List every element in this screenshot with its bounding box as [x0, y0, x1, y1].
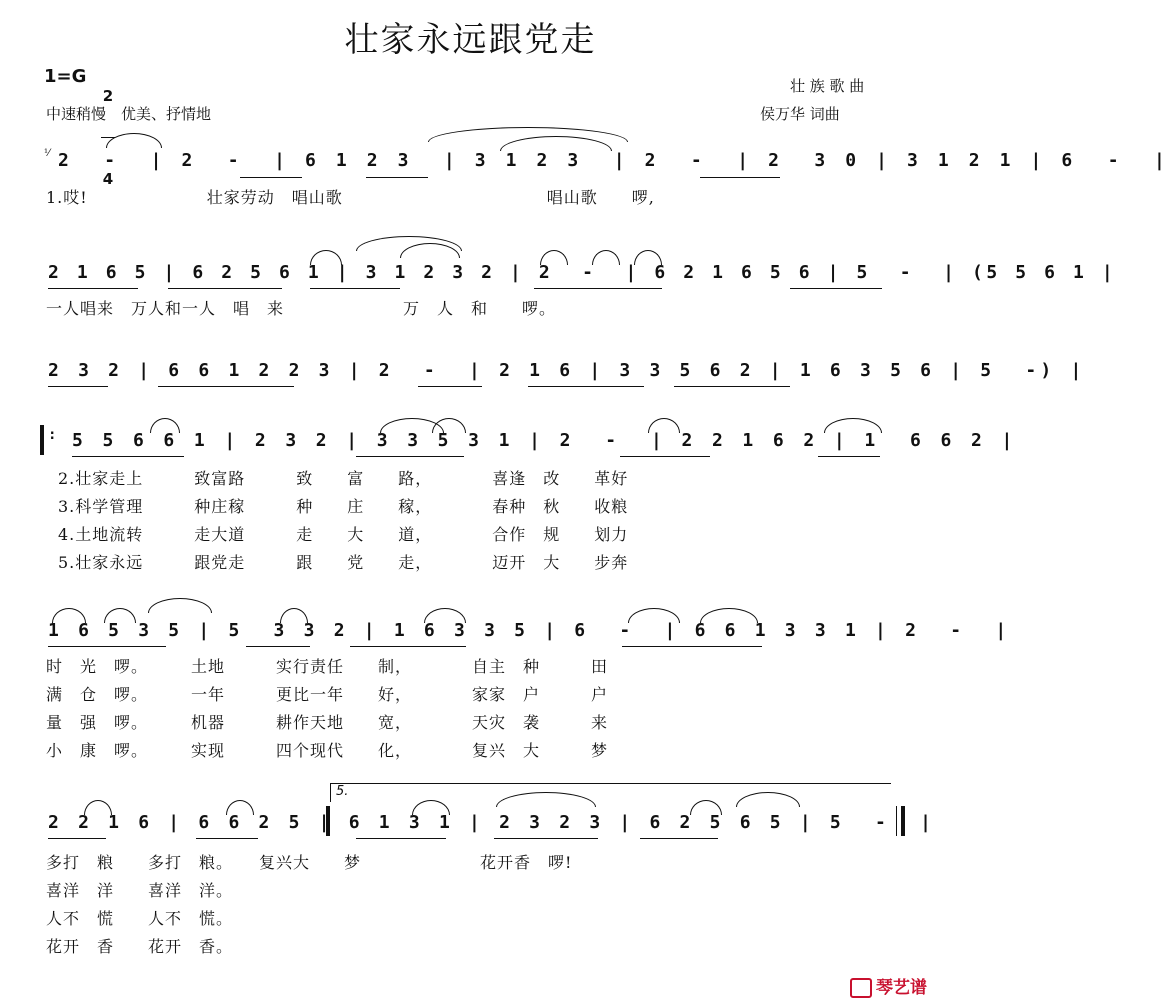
- key-signature: 1=G: [44, 66, 87, 87]
- lyric-row-6-verse-4: 人不 慌 人不 慌。: [46, 909, 234, 928]
- underline-beam: [48, 838, 106, 839]
- lyric-row-5-verse-4: 量 强 啰。 机器 耕作天地 宽， 天灾 袭 来: [46, 713, 609, 732]
- song-title: 壮家永远跟党走: [344, 20, 597, 60]
- tie-arc: [432, 418, 466, 433]
- lyric-row-5-verse-2: 时 光 啰。 土地 实行责任 制， 自主 种 田: [46, 657, 609, 676]
- underline-beam: [356, 838, 446, 839]
- underline-beam: [640, 838, 718, 839]
- underline-beam: [674, 386, 790, 387]
- underline-beam: [240, 177, 302, 178]
- underline-beam: [418, 386, 482, 387]
- notation-row-2: 2 1 6 5 | 6 2 5 6 1 | 3 1 2 3 2 | 2 - | 6 2 1 6 5 6 | 5 - | (5 5 6 1 |: [48, 262, 1117, 283]
- tie-arc: [690, 800, 722, 815]
- repeat-start-barline: [40, 425, 44, 455]
- volta-label: 5.: [336, 784, 349, 799]
- underline-beam: [790, 288, 882, 289]
- tempo-marking: 中速稍慢 优美、抒情地: [46, 105, 212, 123]
- time-signature: [101, 56, 115, 203]
- tie-arc: [628, 608, 680, 623]
- tie-arc: [84, 800, 112, 815]
- notation-row-3: 2 3 2 | 6 6 1 2 2 3 | 2 - | 2 1 6 | 3 3 5 6 2 | 1 6 3 5 6 | 5 -) |: [48, 360, 1086, 381]
- underline-beam: [494, 838, 598, 839]
- final-barline-thick: [901, 806, 905, 836]
- tie-arc: [540, 250, 568, 265]
- credit-origin: 壮 族 歌 曲: [790, 77, 865, 95]
- notation-row-5: 1 6 5 3 5 | 5 3 3 2 | 1 6 3 3 5 | 6 - | 6 6 1 3 3 1 | 2 - |: [48, 620, 1011, 641]
- notation-row-4: 5 5 6 6 1 | 2 3 2 | 3 3 5 3 1 | 2 - | 2 2 1 6 2 | 1 6 6 2 |: [72, 430, 1017, 451]
- underline-beam: [350, 646, 466, 647]
- underline-beam: [48, 386, 108, 387]
- lyric-row-6-verse-2: 多打 粮 多打 粮。 复兴大 梦 花开香 啰!: [46, 853, 573, 872]
- tie-arc: [104, 608, 136, 623]
- logo-icon: [850, 978, 872, 998]
- lyric-row-5-verse-3: 满 仓 啰。 一年 更比一年 好， 家家 户 户: [46, 685, 609, 704]
- logo-text: 琴艺谱: [876, 978, 927, 998]
- underline-beam: [700, 177, 780, 178]
- lyric-row-1: 1.哎! 壮家劳动 唱山歌 唱山歌 啰,: [46, 188, 655, 207]
- tie-arc: [280, 608, 308, 623]
- underline-beam: [196, 838, 258, 839]
- repeat-dots: :: [48, 427, 57, 443]
- tie-arc: [150, 418, 180, 433]
- slur-arc: [700, 608, 758, 623]
- underline-beam: [158, 386, 294, 387]
- underline-beam: [620, 456, 710, 457]
- underline-beam: [818, 456, 880, 457]
- underline-beam: [48, 288, 138, 289]
- underline-beam: [72, 456, 184, 457]
- lyric-row-4-verse-5: 5.壮家永远 跟党走 跟 党 走， 迈开 大 步奔: [58, 553, 629, 572]
- pickup-mark: ⅟: [44, 148, 50, 159]
- repeat-end-barline: [326, 806, 330, 836]
- volta-bracket: [330, 783, 891, 802]
- time-signature-bottom: 4: [102, 170, 114, 188]
- lyric-row-6-verse-3: 喜洋 洋 喜洋 洋。: [46, 881, 234, 900]
- underline-beam: [534, 288, 662, 289]
- tie-arc: [412, 800, 450, 815]
- tie-arc: [52, 608, 86, 623]
- underline-beam: [366, 177, 428, 178]
- slur-arc: [148, 598, 212, 613]
- credit-author: 侯万华 词曲: [760, 105, 840, 123]
- underline-beam: [528, 386, 644, 387]
- lyric-row-4-verse-3: 3.科学管理 种庄稼 种 庄 稼， 春种 秋 收粮: [58, 497, 629, 516]
- time-signature-top: 2: [102, 87, 114, 105]
- tie-arc: [226, 800, 254, 815]
- lyric-row-4-verse-2: 2.壮家走上 致富路 致 富 路， 喜逢 改 革好: [58, 469, 629, 488]
- lyric-row-2: 一人唱来 万人和一人 唱 来 万 人 和 啰。: [46, 299, 557, 318]
- lyric-row-4-verse-4: 4.土地流转 走大道 走 大 道， 合作 规 划力: [58, 525, 629, 544]
- final-barline-thin: [896, 806, 897, 836]
- underline-beam: [310, 288, 400, 289]
- tie-arc: [424, 608, 466, 623]
- site-logo: [850, 973, 927, 998]
- underline-beam: [356, 456, 464, 457]
- underline-beam: [622, 646, 762, 647]
- tie-arc: [592, 250, 620, 265]
- tie-arc: [634, 250, 662, 265]
- underline-beam: [246, 646, 310, 647]
- lyric-row-5-verse-5: 小 康 啰。 实现 四个现代 化， 复兴 大 梦: [46, 741, 609, 760]
- notation-row-1: 2 - | 2 - | 6 1 2 3 | 3 1 2 3 | 2 - | 2 3 0 | 3 1 2 1 | 6 - |: [58, 150, 1169, 171]
- lyric-row-6-verse-5: 花开 香 花开 香。: [46, 937, 234, 956]
- underline-beam: [168, 288, 282, 289]
- slur-arc: [824, 418, 882, 433]
- underline-beam: [48, 646, 166, 647]
- notation-row-6: 2 2 1 6 | 6 6 2 5 | 6 1 3 1 | 2 3 2 3 | 6 2 5 6 5 | 5 - |: [48, 812, 936, 833]
- tie-arc: [648, 418, 680, 433]
- tie-arc: [310, 250, 342, 265]
